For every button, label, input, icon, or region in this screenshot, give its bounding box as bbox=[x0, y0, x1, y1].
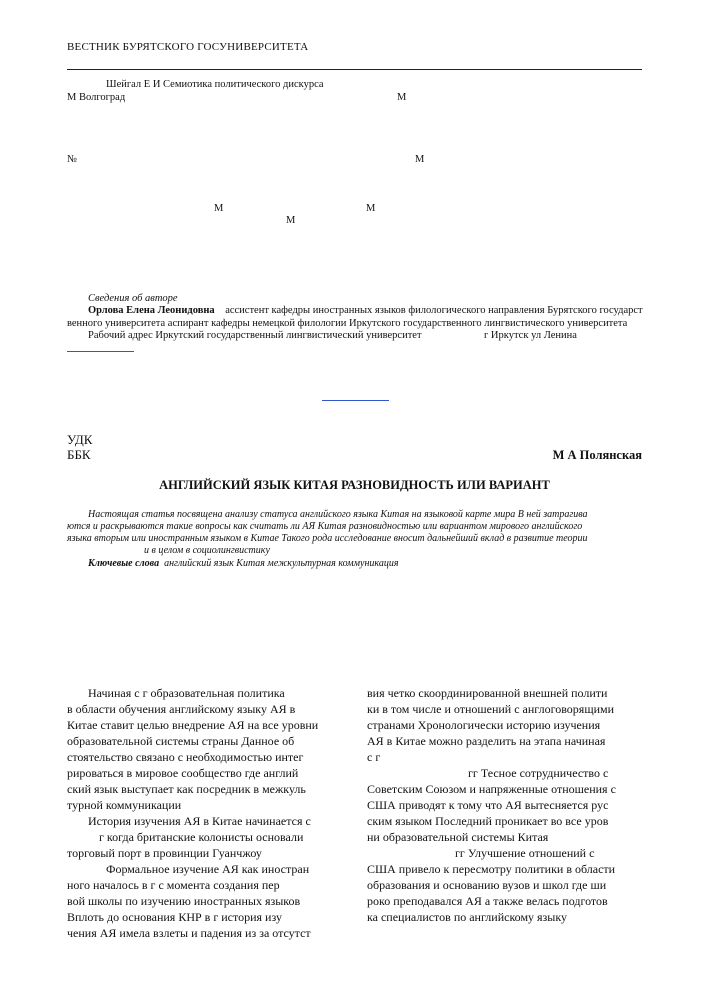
author-name: Орлова Елена Леонидовна bbox=[88, 305, 215, 316]
text-line: с г bbox=[367, 750, 381, 764]
text-line: ка специалистов по английскому языку bbox=[367, 910, 568, 924]
text-line: США приводят к тому что АЯ вытесняется рус bbox=[367, 798, 609, 812]
abstract-line: языка вторым или иностранным языком в Китае Такого рода исследование вносит дальнейший вклад в развитие теории bbox=[67, 533, 588, 544]
author-position: ассистент кафедры иностранных языков филологического направления Бурятского государст bbox=[225, 305, 643, 316]
text-line: АЯ в Китае можно разделить на этапа начиная bbox=[367, 734, 606, 748]
reference-line: М bbox=[415, 154, 425, 165]
link-underline[interactable] bbox=[322, 400, 389, 401]
abstract-line: и в целом в социолингвистику bbox=[144, 545, 270, 556]
text-line: ки в том числе и отношений с англоговорящими bbox=[367, 702, 615, 716]
text-line: рироваться в мировое сообщество где англий bbox=[67, 766, 299, 780]
reference-line: № bbox=[67, 154, 78, 165]
text-line: Китае ставит целью внедрение АЯ на все уровни bbox=[67, 718, 319, 732]
text-line: чения АЯ имела взлеты и падения из за отсутст bbox=[67, 926, 311, 940]
text-line: Советским Союзом и напряженные отношения с bbox=[367, 782, 616, 796]
text-line: История изучения АЯ в Китае начинается с bbox=[88, 814, 311, 828]
bbk-label: ББК bbox=[67, 447, 91, 462]
text-line: странами Хронологически историю изучения bbox=[367, 718, 601, 732]
reference-line: М bbox=[366, 203, 376, 214]
article-title: АНГЛИЙСКИЙ ЯЗЫК КИТАЯ РАЗНОВИДНОСТЬ ИЛИ ВАРИАНТ bbox=[159, 478, 550, 492]
text-line: ским языком Последний проникает во все уров bbox=[367, 814, 609, 828]
author-info-heading: Сведения об авторе bbox=[88, 293, 178, 304]
text-line: Вплоть до основания КНР в г история изу bbox=[67, 910, 282, 924]
text-line: роко преподавался АЯ а также велась подготов bbox=[367, 894, 608, 908]
abstract-line: Настоящая статья посвящена анализу статуса английского языка Китая на языковой карте мира В ней затрагива bbox=[88, 509, 588, 520]
reference-line: М bbox=[286, 215, 296, 226]
text-line: вой школы по изучению иностранных языков bbox=[67, 894, 301, 908]
text-line: ного началось в г с момента создания пер bbox=[67, 878, 280, 892]
reference-line: Шейгал Е И Семиотика политического дискурса bbox=[106, 79, 324, 90]
text-line: образования и основанию вузов и школ где ши bbox=[367, 878, 607, 892]
keywords-label: Ключевые слова bbox=[88, 558, 160, 569]
text-line: в области обучения английскому языку АЯ в bbox=[67, 702, 296, 716]
text-line: гг Тесное сотрудничество с bbox=[468, 766, 609, 780]
reference-line: М Волгоград bbox=[67, 92, 126, 103]
text-line: ский язык выступает как посредник в межкуль bbox=[67, 782, 306, 796]
text-line: г когда британские колонисты основали bbox=[99, 830, 304, 844]
text-line: США привело к пересмотру политики в области bbox=[367, 862, 616, 876]
text-line: вия четко скоординированной внешней полити bbox=[367, 686, 608, 700]
text-line: образовательной системы страны Данное об bbox=[67, 734, 295, 748]
header-rule bbox=[67, 69, 642, 70]
text-line: Формальное изучение АЯ как иностран bbox=[106, 862, 310, 876]
reference-line: М bbox=[397, 92, 407, 103]
udk-label: УДК bbox=[67, 432, 93, 447]
text-line: турной коммуникации bbox=[67, 798, 182, 812]
author-address: Рабочий адрес Иркутский государственный лингвистический университет bbox=[88, 330, 422, 341]
author-address-city: г Иркутск ул Ленина bbox=[484, 330, 577, 341]
journal-header: ВЕСТНИК БУРЯТСКОГО ГОСУНИВЕРСИТЕТА bbox=[67, 41, 309, 53]
article-author: М А Полянская bbox=[552, 448, 642, 462]
text-line: гг Улучшение отношений с bbox=[455, 846, 595, 860]
author-info-line bbox=[88, 305, 643, 316]
abstract-line: ются и раскрываются такие вопросы как считать ли АЯ Китая разновидностью или вариантом мирового английского bbox=[67, 521, 583, 532]
text-line: стоятельство связано с необходимостью интег bbox=[67, 750, 304, 764]
keywords-text: английский язык Китая межкультурная коммуникация bbox=[164, 558, 399, 569]
reference-line: М bbox=[214, 203, 224, 214]
email-link-underline[interactable] bbox=[67, 351, 134, 352]
keywords bbox=[88, 558, 398, 569]
text-line: Начиная с г образовательная политика bbox=[88, 686, 285, 700]
author-info-line: венного университета аспирант кафедры немецкой филологии Иркутского государственного лингвистического университета bbox=[67, 318, 628, 329]
text-line: торговый порт в провинции Гуанчжоу bbox=[67, 846, 262, 860]
text-line: ни образовательной системы Китая bbox=[367, 830, 549, 844]
